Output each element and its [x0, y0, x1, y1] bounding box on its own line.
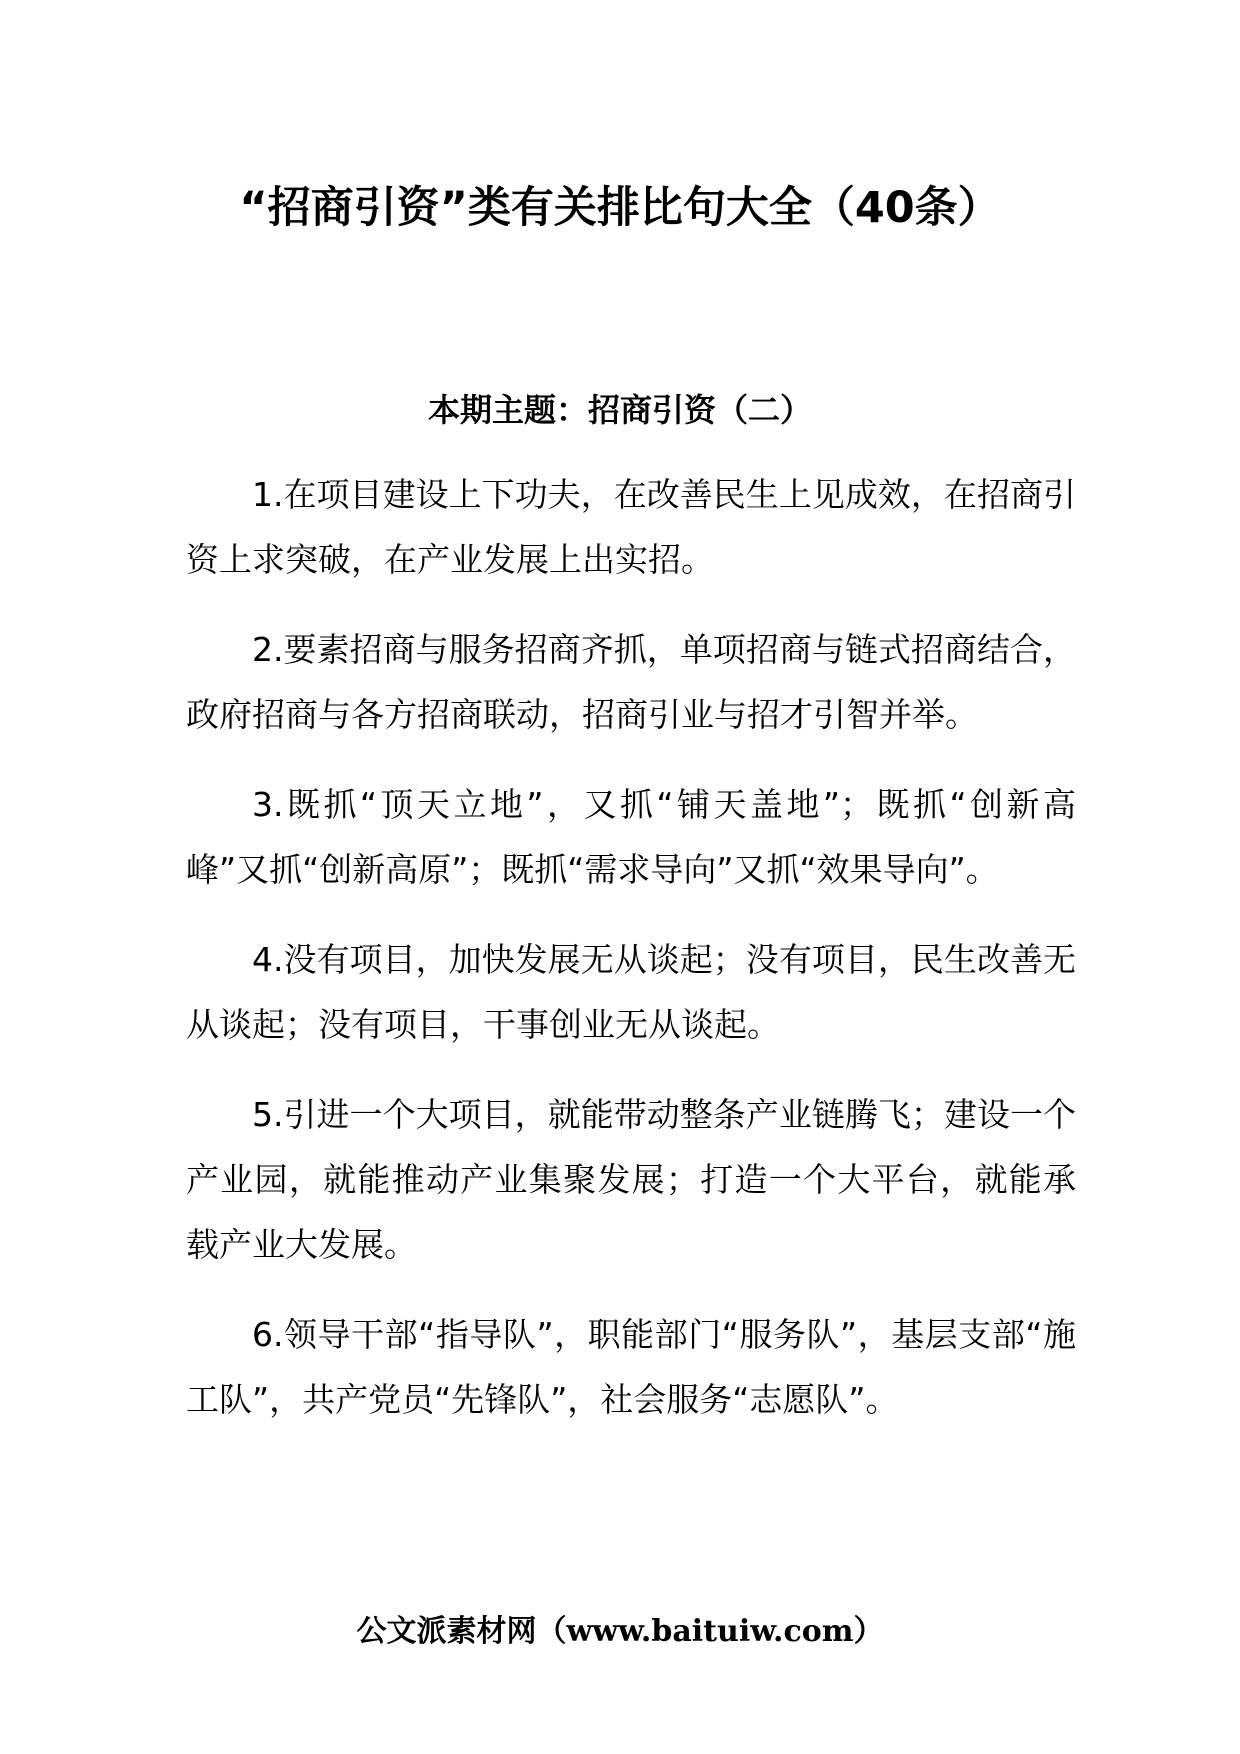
paragraph-2: 2.要素招商与服务招商齐抓，单项招商与链式招商结合，政府招商与各方招商联动，招商引业与招才引智并举。	[186, 630, 1076, 734]
paragraph-6: 6.领导干部“指导队”，职能部门“服务队”，基层支部“施工队”，共产党员“先锋队”，社会服务“志愿队”。	[186, 1315, 1076, 1419]
paragraph-4: 4.没有项目，加快发展无从谈起；没有项目，民生改善无从谈起；没有项目，干事创业无从谈起。	[186, 940, 1076, 1044]
paragraph-3: 3.既抓“顶天立地”，又抓“铺天盖地”；既抓“创新高峰”又抓“创新高原”；既抓“需求导向”又抓“效果导向”。	[186, 785, 1076, 889]
paragraph-1: 1.在项目建设上下功夫，在改善民生上见成效，在招商引资上求突破，在产业发展上出实招。	[186, 475, 1076, 579]
issue-theme-subtitle: 本期主题：招商引资（二）	[427, 391, 812, 429]
paragraph-5: 5.引进一个大项目，就能带动整条产业链腾飞；建设一个产业园，就能推动产业集聚发展；打造一个大平台，就能承载产业大发展。	[186, 1095, 1076, 1264]
document-body	[186, 462, 1076, 1457]
source-footer: 公文派素材网（www.baituiw.com）	[356, 1614, 884, 1649]
document-title: “招商引资”类有关排比句大全（40条）	[239, 183, 1001, 233]
